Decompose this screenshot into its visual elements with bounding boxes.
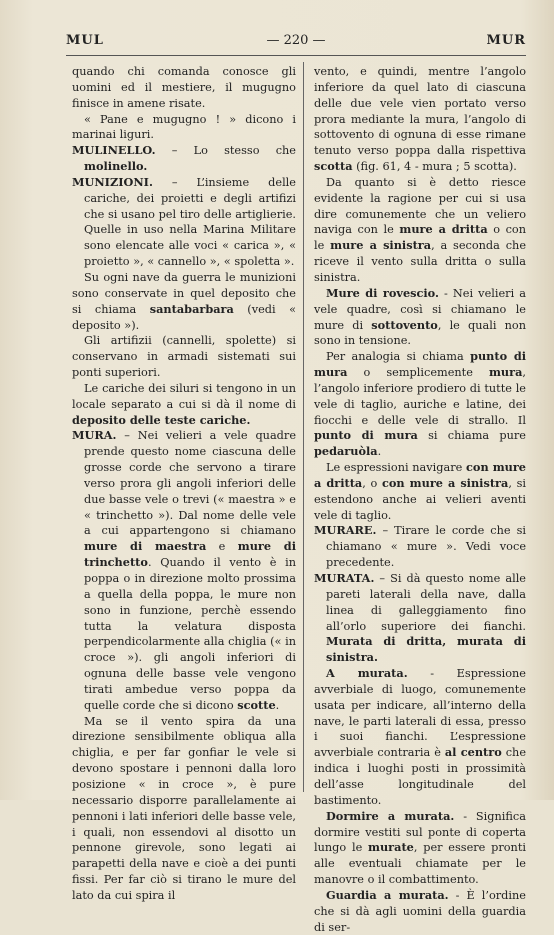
entry-mulinello: MULINELLO. – Lo stesso che molinello.	[72, 143, 296, 174]
right-column	[314, 64, 526, 935]
subentry-dormire-a-murata: Dormire a murata. - Significa dormire vestiti sul ponte di coperta lungo le murate, per essere pronti alle eventuali chiamate per le manovre o il combattimento.	[314, 808, 526, 887]
entry-headword: MUNIZIONI.	[72, 174, 153, 189]
running-header	[66, 33, 526, 49]
paragraph: vento, e quindi, mentre l’angolo inferiore da quel lato di ciascuna delle due vele vien portato verso prora mediante la mura, l’angolo di sottovento di ognuna di esse rimane tenuto verso poppa dalla rispettiva scotta (fig. 61, 4 - mura ; 5 scotta).	[314, 65, 526, 174]
header-last-word: MUR	[486, 33, 526, 48]
paragraph: Da quanto si è detto riesce evidente la ragione per cui si usa dire comunemente che un veliero naviga con le mure a dritta o con le mure a sinistra, a seconda che riceve il vento sulla dritta o sulla sinistra.	[314, 175, 527, 284]
paragraph: Ma se il vento spira da una direzione sensibilmente obliqua alla chiglia, e per far gonfiar le vele si devono spostare i pennoni dalla loro posizione « in croce », è pure necessario disporre parallelamente ai pennoni i lati inferiori delle basse vele, i quali, non essendovi al disotto un pennone girevole, sono legati ai parapetti della nave e cioè a dei punti fissi. Per far ciò si tirano le mure del lato da cui spira il	[72, 714, 296, 902]
subentry-guardia-a-murata: Guardia a murata. - È l’ordine che si dà agli uomini della guardia di ser-	[314, 887, 526, 934]
left-column	[72, 64, 296, 904]
entry-murare: MURARE. – Tirare le corde che si chiamano « mure ». Vedi voce precedente.	[314, 523, 526, 570]
entry-munizioni: MUNIZIONI. – L’insieme delle cariche, dei proietti e degli artifizi che si usano pel tiro delle artiglierie. Quelle in uso nella Marina Militare sono elencate alle voci « carica », « proietto », « cannello », « spoletta ».	[72, 174, 296, 269]
column-divider	[303, 62, 304, 792]
entry-headword: MURATA.	[314, 571, 375, 585]
paragraph: Gli artifizii (cannelli, spolette) si conservano in armadi sistemati sui ponti superiori.	[72, 334, 296, 380]
paragraph: quando chi comanda conosce gli uomini ed il mestiere, il mugugno finisce in amene risate.	[72, 65, 296, 110]
paragraph: « Pane e mugugno ! » dicono i marinai liguri.	[72, 112, 296, 142]
header-rule	[66, 55, 526, 56]
entry-headword: MULINELLO.	[72, 143, 156, 158]
entry-headword: MURARE.	[314, 523, 377, 538]
entry-mura: MURA. – Nei velieri a vele quadre prende questo nome ciascuna delle grosse corde che servono a tirare verso prora gli angoli inferiori delle due basse vele o trevi (« maestra » e « trinchetto »). Dal nome delle vele a cui appartengono si chiamano mure di maestra e mure di trinchetto. Quando il vento è in poppa o in direzione molto prossima a quella della poppa, le mure non sono in funzione, perchè essendo tutta la velatura disposta perpendicolarmente alla chiglia (« in croce »). gli angoli inferiori di ognuna delle basse vele vengono tirati ambedue verso poppa da quelle corde che si dicono scotte.	[72, 428, 296, 712]
header-first-word: MUL	[66, 33, 104, 48]
paragraph: Per analogia si chiama punto di mura o semplicemente mura, l’angolo inferiore prodiero di tutte le vele di taglio, auriche e latine, dei fiocchi e delle vele di strallo. Il punto di mura si chiama pure pedaruòla.	[314, 349, 527, 459]
entry-murata: MURATA. – Si dà questo nome alle pareti laterali della nave, dalla linea di galleggiamento fino all’orlo superiore dei fianchi. Murata di dritta, murata di sinistra.	[314, 571, 526, 665]
subentry-mure-di-rovescio: Mure di rovescio. - Nei velieri a vele quadre, così si chiamano le mure di sottovento, le quali non sono in tensione.	[314, 285, 526, 348]
paragraph: Le cariche dei siluri si tengono in un locale separato a cui si dà il nome di deposito delle teste cariche.	[72, 381, 296, 427]
paragraph: Su ogni nave da guerra le munizioni sono conservate in quel deposito che si chiama santabarbara (vedi « deposito »).	[72, 270, 296, 332]
subentry-a-murata: A murata. - Espressione avverbiale di luogo, comunemente usata per indicare, all’interno della nave, le parti laterali di essa, presso i suoi fianchi. L’espressione avverbiale contraria è al centro che indica i luoghi posti in prossimità dell’asse longitudinale del bastimento.	[314, 666, 527, 807]
page-number: — 220 —	[266, 33, 326, 48]
entry-headword: MURA.	[72, 428, 117, 443]
paragraph: Le espressioni navigare con mure a dritta, o con mure a sinistra, si estendono anche ai velieri aventi vele di taglio.	[314, 460, 527, 522]
